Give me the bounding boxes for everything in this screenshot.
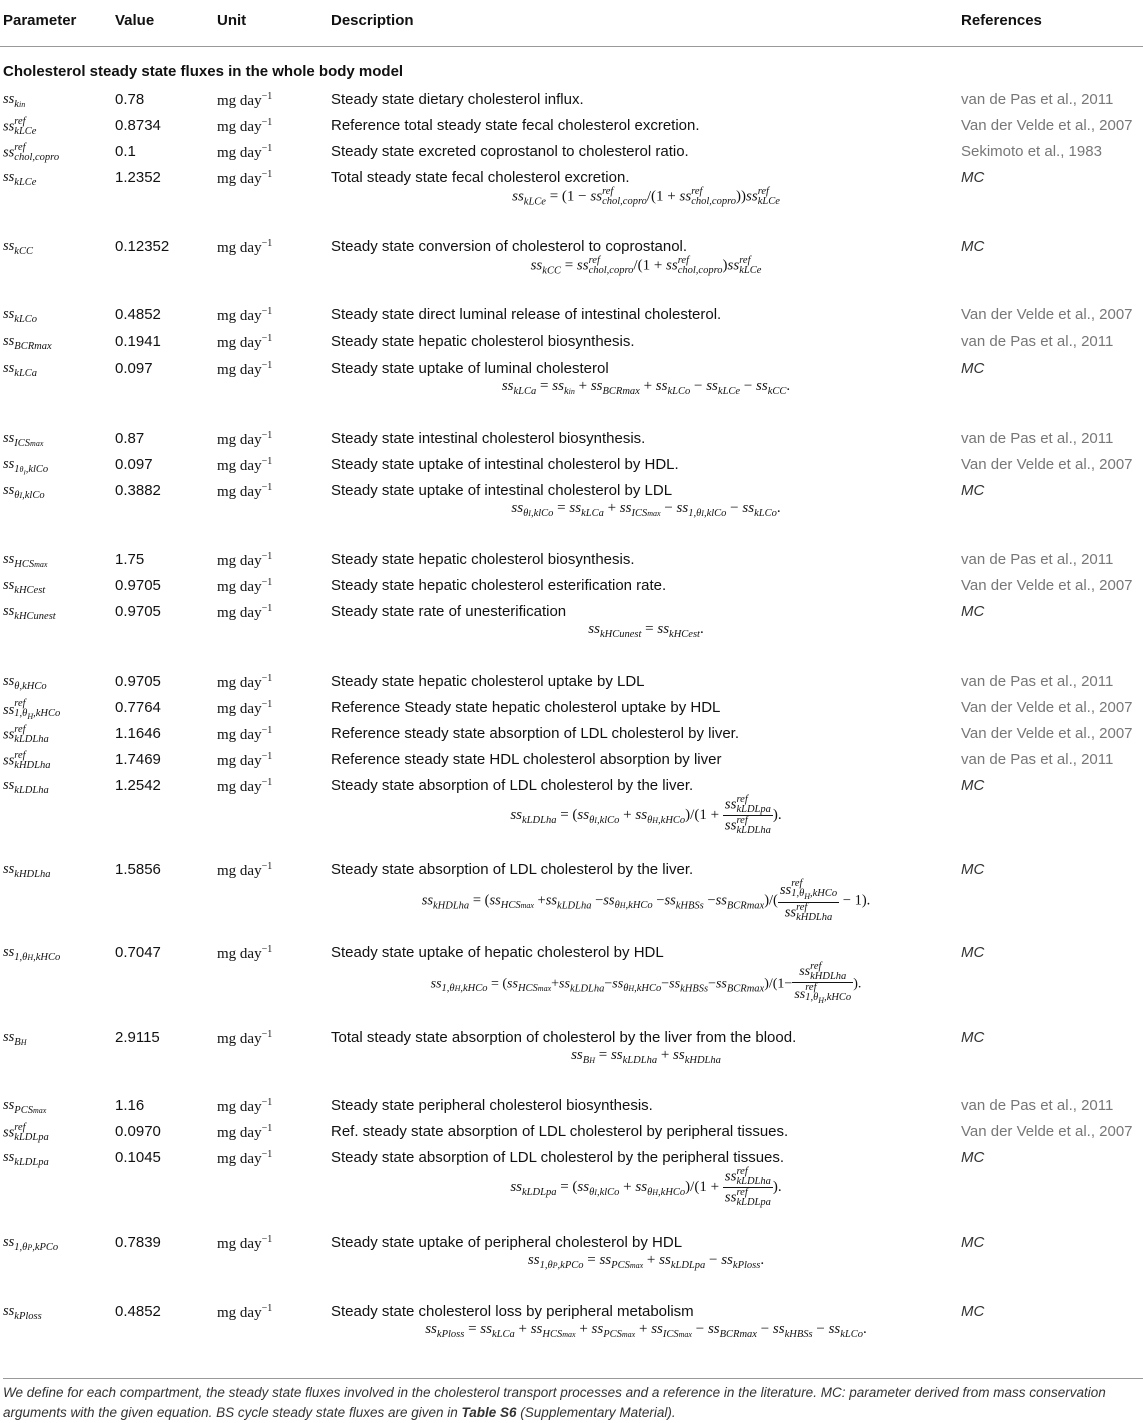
param-description: Steady state conversion of cholesterol to coprostanol. $ss_{kCC}$ = ss ref chol,copro /(1 + ss ref chol,copro )ss ref kLCe <box>331 238 961 306</box>
param-value: 1.75 <box>115 551 145 568</box>
param-unit: mg day$^{-1}$ <box>217 238 273 256</box>
param-unit: mg day$^{-1}$ <box>217 430 273 448</box>
table-row <box>0 169 1143 238</box>
param-unit: mg day$^{-1}$ <box>217 1097 273 1115</box>
param-description: Steady state uptake of peripheral cholesterol by HDL $ss_{1,\theta P,kPCo} = ss_{PCSmax} + ss_{kLDLpa} - ss_{kPloss}$. <box>331 1234 961 1303</box>
param-unit: mg day$^{-1}$ <box>217 673 273 691</box>
param-symbol: $ss_{1,\theta P,kPCo}$ <box>3 1234 59 1253</box>
footnote-table-ref: Table S6 <box>461 1405 517 1420</box>
param-reference: MC <box>961 169 985 186</box>
param-symbol: ss ref kLDLpa <box>3 1122 49 1143</box>
param-reference: Van der Velde et al., 2007 <box>961 456 1133 473</box>
param-unit: mg day$^{-1}$ <box>217 944 273 962</box>
param-unit: mg day$^{-1}$ <box>217 751 273 769</box>
table-row <box>0 1303 1143 1369</box>
param-unit: mg day$^{-1}$ <box>217 861 273 879</box>
param-reference: van de Pas et al., 2011 <box>961 751 1114 768</box>
equation: $ss_{kLCa} = ss_{kin} + ss_{BCRmax} + ss_{kLCo} - ss_{kLCe} - ss_{kCC}$. <box>501 378 791 397</box>
param-unit: mg day$^{-1}$ <box>217 1149 273 1167</box>
param-symbol: $ss_{BCRmax}$ <box>3 333 52 352</box>
param-symbol: $ss_{kHDLha}$ <box>3 861 51 880</box>
param-description: Steady state uptake of intestinal cholesterol by HDL. <box>331 456 679 473</box>
param-unit: mg day$^{-1}$ <box>217 306 273 324</box>
table-row <box>0 1123 1143 1149</box>
table-row <box>0 360 1143 430</box>
table-row <box>0 482 1143 551</box>
param-description: Reference Steady state hepatic cholesterol uptake by HDL <box>331 699 721 716</box>
equation: $ss_{kHDLha} = (ss_{HCSmax} +ss_{kLDLha} -ss_{\theta H,kHCo} -ss_{kHBSs} -ss_{BCRmax})/$( ss ref $1,\theta_H,kHCo$ ss ref kHDLha − 1). <box>421 878 871 924</box>
param-reference: MC <box>961 861 985 878</box>
param-reference: MC <box>961 1234 985 1251</box>
param-reference: MC <box>961 1149 985 1166</box>
param-symbol: ss ref chol,copro <box>3 142 60 163</box>
param-value: 0.097 <box>115 456 153 473</box>
param-value: 0.9705 <box>115 577 161 594</box>
param-description: Steady state hepatic cholesterol biosynthesis. <box>331 551 635 568</box>
param-value: 1.7469 <box>115 751 161 768</box>
param-value: 0.9705 <box>115 673 161 690</box>
param-description: Steady state uptake of luminal cholesterol $ss_{kLCa} = ss_{kin} + ss_{BCRmax} + ss_{kLCo} - ss_{kLCe} - ss_{kCC}$. <box>331 360 961 430</box>
table-row <box>0 333 1143 360</box>
param-symbol: $ss_{kLDLha}$ <box>3 777 49 796</box>
table-row <box>0 143 1143 169</box>
equation: $ss_{kLDLha} = (ss_{\theta I,klCo} + ss_{\theta H,kHCo})/(1$ + ss ref kLDLpa ss ref kLDLha ). <box>510 794 782 836</box>
param-reference: Van der Velde et al., 2007 <box>961 725 1133 742</box>
param-reference: MC <box>961 944 985 961</box>
param-description: Steady state intestinal cholesterol biosynthesis. <box>331 430 646 447</box>
param-unit: mg day$^{-1}$ <box>217 725 273 743</box>
param-reference: Van der Velde et al., 2007 <box>961 1123 1133 1140</box>
equation: $ss_{1,\theta H,kHCo} = (ss_{HCSmax}+ss_{kLDLha}-ss_{\theta H,kHCo}-ss_{kHBSs}-ss_{BCRmax})/(1-$ ss ref kHDLha ss ref $1,\theta_H,kHCo$ ). <box>430 961 862 1006</box>
param-value: 1.5856 <box>115 861 161 878</box>
param-reference: van de Pas et al., 2011 <box>961 91 1114 108</box>
param-unit: mg day$^{-1}$ <box>217 169 273 187</box>
table-row <box>0 117 1143 143</box>
param-description: Steady state absorption of LDL cholesterol by the liver. $ss_{kHDLha} = (ss_{HCSmax} +ss_{kLDLha} -ss_{\theta H,kHCo} -ss_{kHBSs} -ss_{BCRmax})/$( ss ref $1,\theta_H,kHCo$ ss ref kHDLha − 1). <box>331 861 961 944</box>
table-row <box>0 1097 1143 1123</box>
param-symbol: $ss_{1,\theta H,kHCo}$ <box>3 944 61 963</box>
param-description: Total steady state fecal cholesterol excretion. $ss_{kLCe} = (1$ − ss ref chol,copro /(1 + ss ref chol,copro ))ss ref kLCe <box>331 169 961 238</box>
table-row <box>0 603 1143 673</box>
param-description: Reference total steady state fecal cholesterol excretion. <box>331 117 700 134</box>
param-reference: MC <box>961 603 985 620</box>
param-value: 0.7047 <box>115 944 161 961</box>
param-description: Ref. steady state absorption of LDL cholesterol by peripheral tissues. <box>331 1123 789 1140</box>
param-symbol: $ss_{kCC}$ <box>3 238 33 257</box>
param-description: Steady state hepatic cholesterol uptake by LDL <box>331 673 645 690</box>
param-description: Steady state excreted coprostanol to cholesterol ratio. <box>331 143 689 160</box>
equation: $ss_{kHCunest} = ss_{kHCest}$. <box>588 621 704 640</box>
param-description: Steady state uptake of intestinal cholesterol by LDL $ss_{\theta I,klCo} = ss_{kLCa} + ss_{ICSmax} - ss_{1,\theta I,klCo} - ss_{kLCo}$. <box>331 482 961 551</box>
param-value: 0.3882 <box>115 482 161 499</box>
param-value: 0.097 <box>115 360 153 377</box>
equation: $ss_{kPloss} = ss_{kLCa} + ss_{HCSmax} + ss_{PCSmax} + ss_{ICSmax} - ss_{BCRmax} - ss_{kHBSs} - ss_{kLCo}$. <box>425 1321 867 1340</box>
param-symbol: $ss_{HCSmax}$ <box>3 551 48 570</box>
param-symbol: $ss_{BH}$ <box>3 1029 27 1048</box>
param-unit: mg day$^{-1}$ <box>217 1303 273 1321</box>
param-value: 0.78 <box>115 91 145 108</box>
table-row <box>0 777 1143 861</box>
param-unit: mg day$^{-1}$ <box>217 91 273 109</box>
table-row <box>0 751 1143 777</box>
header-value: Value <box>115 0 217 47</box>
table-row <box>0 456 1143 482</box>
equation: $ss_{1,\theta P,kPCo} = ss_{PCSmax} + ss_{kLDLpa} - ss_{kPloss}$. <box>527 1252 765 1271</box>
param-value: 0.4852 <box>115 306 161 323</box>
param-value: 1.2542 <box>115 777 161 794</box>
section-title: Cholesterol steady state fluxes in the whole body model <box>3 63 404 80</box>
param-reference: Sekimoto et al., 1983 <box>961 143 1102 160</box>
param-symbol: ss ref kHDLha <box>3 750 51 771</box>
param-reference: Van der Velde et al., 2007 <box>961 306 1133 323</box>
table-row <box>0 673 1143 699</box>
param-reference: van de Pas et al., 2011 <box>961 430 1114 447</box>
param-symbol: $ss_{kLCe}$ <box>3 169 37 188</box>
param-symbol: $ss_{\theta I,klCo}$ <box>3 482 45 501</box>
param-reference: Van der Velde et al., 2007 <box>961 117 1133 134</box>
table-row <box>0 699 1143 725</box>
param-description: Steady state absorption of LDL cholesterol by the peripheral tissues. $ss_{kLDLpa} = (ss_{\theta I,klCo} + ss_{\theta H,kHCo})/(1$ + ss ref kLDLha ss ref kLDLpa ). <box>331 1149 961 1234</box>
table-row <box>0 861 1143 944</box>
table-row <box>0 306 1143 333</box>
param-value: 0.7839 <box>115 1234 161 1251</box>
param-symbol: ss ref kLCe <box>3 116 37 137</box>
param-unit: mg day$^{-1}$ <box>217 117 273 135</box>
param-symbol: $ss_{PCSmax}$ <box>3 1097 47 1116</box>
table-row <box>0 577 1143 603</box>
param-reference: MC <box>961 360 985 377</box>
param-description: Steady state direct luminal release of intestinal cholesterol. <box>331 306 722 323</box>
param-reference: Van der Velde et al., 2007 <box>961 699 1133 716</box>
param-value: 2.9115 <box>115 1029 160 1046</box>
param-symbol: $ss_{kPloss}$ <box>3 1303 42 1322</box>
param-unit: mg day$^{-1}$ <box>217 699 273 717</box>
param-symbol: $ss_{ICSmax}$ <box>3 430 44 449</box>
param-reference: Van der Velde et al., 2007 <box>961 577 1133 594</box>
param-description: Steady state hepatic cholesterol esterification rate. <box>331 577 667 594</box>
param-unit: mg day$^{-1}$ <box>217 551 273 569</box>
param-unit: mg day$^{-1}$ <box>217 143 273 161</box>
param-value: 0.4852 <box>115 1303 161 1320</box>
param-value: 0.7764 <box>115 699 161 716</box>
param-reference: MC <box>961 1303 985 1320</box>
param-symbol: $ss_{kLDLpa}$ <box>3 1149 49 1168</box>
table-row <box>0 944 1143 1029</box>
param-unit: mg day$^{-1}$ <box>217 777 273 795</box>
param-value: 1.16 <box>115 1097 145 1114</box>
equation: $ss_{kLCe} = (1$ − ss ref chol,copro /(1 + ss ref chol,copro ))ss ref kLCe <box>512 186 780 208</box>
param-description: Steady state rate of unesterification $ss_{kHCunest} = ss_{kHCest}$. <box>331 603 961 673</box>
header-row <box>0 0 1143 47</box>
param-description: Steady state hepatic cholesterol biosynthesis. <box>331 333 635 350</box>
param-reference: van de Pas et al., 2011 <box>961 673 1114 690</box>
param-symbol: $ss_{kLCa}$ <box>3 360 38 379</box>
param-unit: mg day$^{-1}$ <box>217 456 273 474</box>
param-symbol: ss ref $1,\theta_H,kHCo$ <box>3 698 61 722</box>
param-reference: MC <box>961 1029 985 1046</box>
param-value: 0.1941 <box>115 333 161 350</box>
param-unit: mg day$^{-1}$ <box>217 360 273 378</box>
param-reference: van de Pas et al., 2011 <box>961 333 1114 350</box>
table-footnote <box>3 1378 1143 1423</box>
section-row <box>0 47 1143 92</box>
param-value: 0.0970 <box>115 1123 161 1140</box>
param-symbol: $ss_{kHCest}$ <box>3 577 46 596</box>
param-symbol: $ss_{kHCunest}$ <box>3 603 56 622</box>
header-references: References <box>961 0 1143 47</box>
equation: $ss_{kCC}$ = ss ref chol,copro /(1 + ss ref chol,copro )ss ref kLCe <box>530 255 762 277</box>
param-description: Total steady state absorption of cholesterol by the liver from the blood. $ss_{BH} = ss_{kLDLha} + ss_{kHDLha}$ <box>331 1029 961 1097</box>
table-row <box>0 551 1143 577</box>
param-description: Reference steady state HDL cholesterol absorption by liver <box>331 751 722 768</box>
param-value: 0.1045 <box>115 1149 161 1166</box>
table-row <box>0 725 1143 751</box>
param-symbol: $ss_{kin}$ <box>3 91 26 110</box>
equation: $ss_{kLDLpa} = (ss_{\theta I,klCo} + ss_{\theta H,kHCo})/(1$ + ss ref kLDLha ss ref kLDLpa ). <box>510 1166 782 1208</box>
param-value: 0.87 <box>115 430 145 447</box>
param-unit: mg day$^{-1}$ <box>217 333 273 351</box>
param-reference: van de Pas et al., 2011 <box>961 551 1114 568</box>
param-description: Steady state cholesterol loss by peripheral metabolism $ss_{kPloss} = ss_{kLCa} + ss_{HCSmax} + ss_{PCSmax} + ss_{ICSmax} - ss_{BCRmax} - ss_{kHBSs} - ss_{kLCo}$. <box>331 1303 961 1369</box>
param-unit: mg day$^{-1}$ <box>217 1029 273 1047</box>
table-row <box>0 91 1143 117</box>
param-unit: mg day$^{-1}$ <box>217 482 273 500</box>
footnote-text-1: We define for each compartment, the steady state fluxes involved in the cholesterol transport processes and a reference in the literature. MC: parameter derived from mass conservation arguments with the given equation. BS cycle steady state fluxes are given in <box>3 1385 1106 1420</box>
param-description: Reference steady state absorption of LDL cholesterol by liver. <box>331 725 740 742</box>
param-reference: MC <box>961 482 985 499</box>
header-parameter: Parameter <box>0 0 115 47</box>
table-row <box>0 238 1143 306</box>
table-row <box>0 1149 1143 1234</box>
param-description: Steady state peripheral cholesterol biosynthesis. <box>331 1097 653 1114</box>
table-row <box>0 1234 1143 1303</box>
param-value: 0.8734 <box>115 117 161 134</box>
param-value: 0.1 <box>115 143 136 160</box>
param-description: Steady state dietary cholesterol influx. <box>331 91 584 108</box>
equation: $ss_{\theta I,klCo} = ss_{kLCa} + ss_{ICSmax} - ss_{1,\theta I,klCo} - ss_{kLCo}$. <box>511 500 781 519</box>
param-unit: mg day$^{-1}$ <box>217 603 273 621</box>
param-reference: MC <box>961 238 985 255</box>
param-reference: van de Pas et al., 2011 <box>961 1097 1114 1114</box>
table-row <box>0 1029 1143 1097</box>
param-symbol: $ss_{1\theta_I,klCo}$ <box>3 456 49 477</box>
header-unit: Unit <box>217 0 331 47</box>
param-symbol: ss ref kLDLha <box>3 724 49 745</box>
param-symbol: $ss_{kLCo}$ <box>3 306 38 325</box>
param-value: 0.9705 <box>115 603 161 620</box>
param-symbol: $ss_{\theta,kHCo}$ <box>3 673 47 692</box>
param-unit: mg day$^{-1}$ <box>217 577 273 595</box>
param-reference: MC <box>961 777 985 794</box>
param-unit: mg day$^{-1}$ <box>217 1123 273 1141</box>
header-description: Description <box>331 0 961 47</box>
param-value: 1.1646 <box>115 725 161 742</box>
footnote-text-2: (Supplementary Material). <box>516 1405 676 1420</box>
param-description: Steady state uptake of hepatic cholesterol by HDL $ss_{1,\theta H,kHCo} = (ss_{HCSmax}+ss_{kLDLha}-ss_{\theta H,kHCo}-ss_{kHBSs}-ss_{BCRmax})/(1-$ ss ref kHDLha ss ref $1,\theta_H,kHCo$ ). <box>331 944 961 1029</box>
equation: $ss_{BH} = ss_{kLDLha} + ss_{kHDLha}$ <box>571 1047 721 1066</box>
table-row <box>0 430 1143 456</box>
param-value: 1.2352 <box>115 169 161 186</box>
param-unit: mg day$^{-1}$ <box>217 1234 273 1252</box>
param-description: Steady state absorption of LDL cholesterol by the liver. $ss_{kLDLha} = (ss_{\theta I,klCo} + ss_{\theta H,kHCo})/(1$ + ss ref kLDLpa ss ref kLDLha ). <box>331 777 961 861</box>
param-value: 0.12352 <box>115 238 170 255</box>
